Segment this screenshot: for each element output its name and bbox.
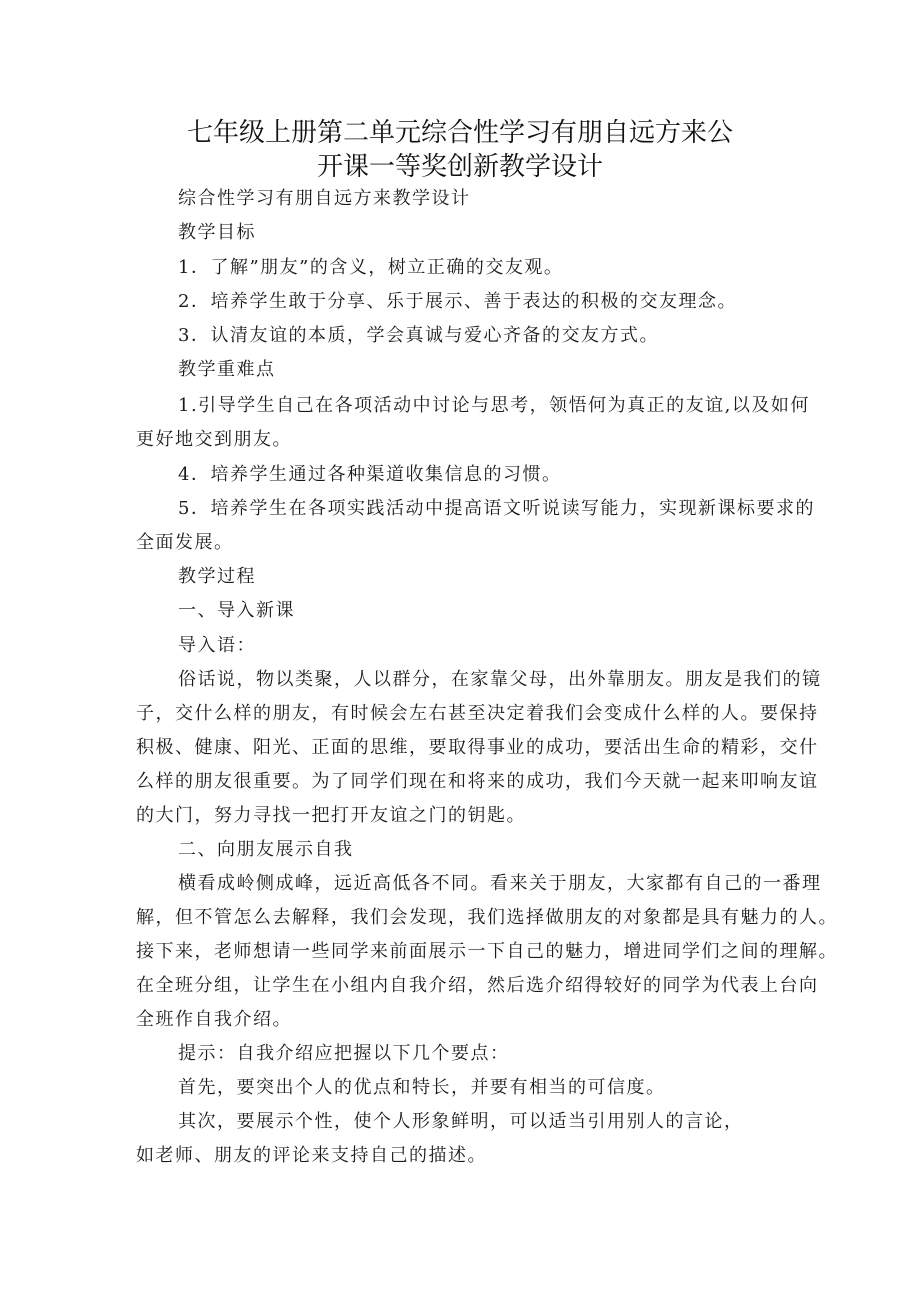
tip-item-2-line2: 如老师、朋友的评论来支持自己的描述。 bbox=[136, 1145, 487, 1166]
intro-paragraph-line5: 的大门，努力寻找一把打开友谊之门的钥匙。 bbox=[136, 805, 526, 826]
key-point-1-line1: 1.引导学生自己在各项活动中讨论与思考，领悟何为真正的友谊,以及如何 bbox=[178, 395, 810, 416]
intro-paragraph-line2: 子，交什么样的朋友，有时候会左右甚至决定着我们会变成什么样的人。要保持 bbox=[136, 703, 819, 724]
section-2-heading: 二、向朋友展示自我 bbox=[178, 839, 354, 860]
key-point-5-line2: 全面发展。 bbox=[136, 532, 234, 553]
section-2-paragraph-line1: 横看成岭侧成峰，远近高低各不同。看来关于朋友，大家都有自己的一番理 bbox=[178, 873, 822, 894]
tip-item-2-line1: 其次，要展示个性，使个人形象鲜明，可以适当引用别人的言论， bbox=[178, 1111, 744, 1132]
section-2-paragraph-line5: 全班作自我介绍。 bbox=[136, 1009, 292, 1030]
intro-paragraph-line4: 么样的朋友很重要。为了同学们现在和将来的成功，我们今天就一起来叩响友谊 bbox=[136, 771, 819, 792]
document-title-line2: 开课一等奖创新教学设计 bbox=[316, 152, 603, 182]
section-2-paragraph-line3: 接下来，老师想请一些同学来前面展示一下自己的魅力，增进同学们之间的理解。 bbox=[136, 941, 838, 962]
goals-heading: 教学目标 bbox=[178, 222, 256, 243]
tip-item-1: 首先，要突出个人的优点和特长，并要有相当的可信度。 bbox=[178, 1077, 666, 1098]
document-title-line1: 七年级上册第二单元综合性学习有朋自远方来公 bbox=[186, 118, 733, 148]
section-2-paragraph-line2: 解，但不管怎么去解释，我们会发现，我们选择做朋友的对象都是具有魅力的人。 bbox=[136, 907, 838, 928]
tip-heading: 提示：自我介绍应把握以下几个要点： bbox=[178, 1043, 510, 1064]
intro-label: 导入语： bbox=[178, 635, 256, 656]
intro-paragraph-line3: 积极、健康、阳光、正面的思维，要取得事业的成功，要活出生命的精彩，交什 bbox=[136, 737, 819, 758]
goal-item-1: 1．了解”朋友”的含义，树立正确的交友观。 bbox=[178, 257, 564, 278]
goal-item-3: 3．认清友谊的本质，学会真诚与爱心齐备的交友方式。 bbox=[178, 325, 659, 346]
goal-item-2: 2．培养学生敢于分享、乐于展示、善于表达的积极的交友理念。 bbox=[178, 291, 737, 312]
key-point-4: 4．培养学生通过各种渠道收集信息的习惯。 bbox=[178, 464, 562, 485]
process-heading: 教学过程 bbox=[178, 566, 256, 587]
key-points-heading: 教学重难点 bbox=[178, 359, 276, 380]
subtitle: 综合性学习有朋自远方来教学设计 bbox=[178, 188, 471, 209]
section-2-paragraph-line4: 在全班分组，让学生在小组内自我介绍，然后选介绍得较好的同学为代表上台向 bbox=[136, 975, 819, 996]
key-point-1-line2: 更好地交到朋友。 bbox=[136, 429, 292, 450]
section-1-heading: 一、导入新课 bbox=[178, 600, 295, 621]
intro-paragraph-line1: 俗话说，物以类聚，人以群分，在家靠父母，出外靠朋友。朋友是我们的镜 bbox=[178, 669, 822, 690]
key-point-5-line1: 5．培养学生在各项实践活动中提高语文听说读写能力，实现新课标要求的 bbox=[178, 498, 815, 519]
